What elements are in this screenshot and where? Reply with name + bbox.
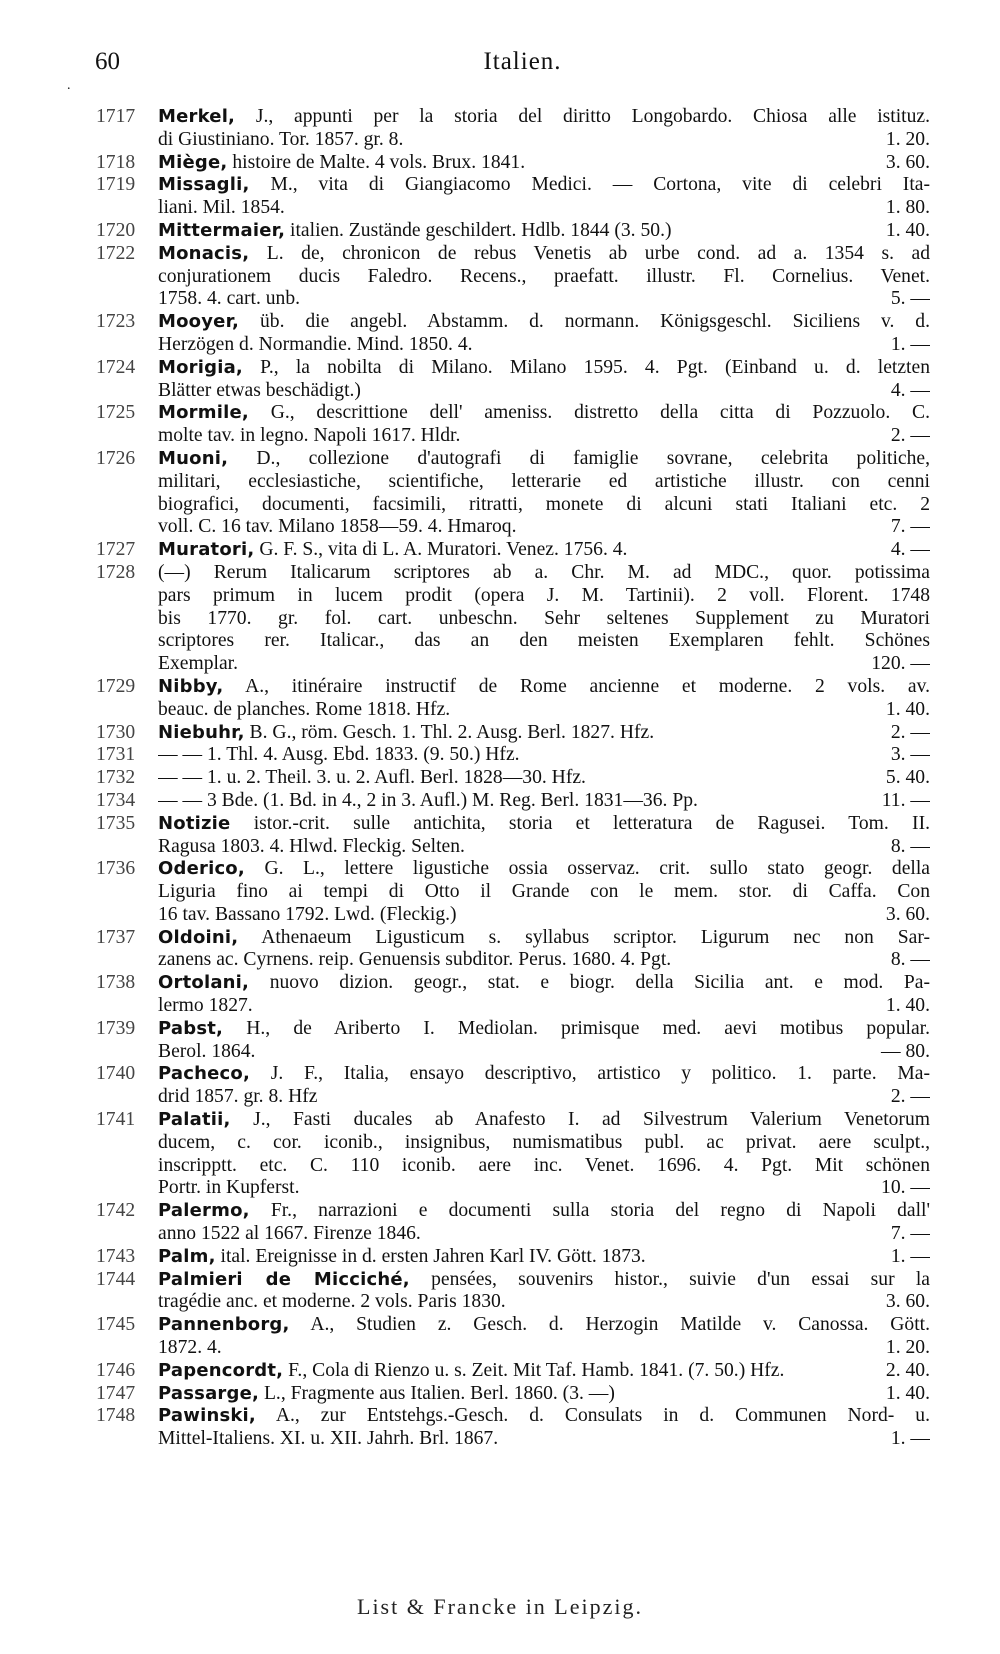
- line-text: Portr. in Kupferst.: [158, 1177, 300, 1199]
- entry-line: [158, 1246, 930, 1269]
- line-text: P., la nobilta di Milano. Milano 1595. 4. Pgt. (Einband u. d. letzten: [260, 356, 930, 378]
- entry-number: 1723: [96, 311, 136, 333]
- entry-line: [158, 357, 930, 380]
- author-name: Palatii,: [158, 1109, 231, 1131]
- entry-price: 2. —: [890, 425, 930, 447]
- entry-text: [158, 1018, 930, 1064]
- entry-line: [158, 904, 930, 927]
- catalog-entry: [0, 357, 1000, 403]
- line-text: L., Fragmente aus Italien. Berl. 1860. (3. —): [263, 1382, 615, 1404]
- entry-line: [158, 972, 930, 995]
- entry-line: [158, 220, 930, 243]
- entry-price: 3. 60.: [885, 1291, 930, 1313]
- line-text: biografici, documenti, facsimili, ritratti, monete di alcuni stati Italiani etc. 2: [158, 493, 930, 515]
- entry-line: [158, 266, 930, 289]
- catalog-entry: [0, 152, 1000, 175]
- entry-price: 8. —: [890, 949, 930, 971]
- entry-line: [158, 630, 930, 653]
- catalog-entry: [0, 1246, 1000, 1269]
- line-text: A., zur Entstehgs.-Gesch. d. Consulats in d. Communen Nord- u.: [275, 1405, 930, 1427]
- entry-number: 1722: [96, 242, 136, 264]
- catalog-entry: [0, 1200, 1000, 1246]
- catalog-entry: [0, 448, 1000, 539]
- entry-line: [158, 334, 930, 357]
- catalog-entry: [0, 858, 1000, 926]
- line-text: L. de, chronicon de rebus Venetis ab urbe cond. ad a. 1354 s. ad: [266, 242, 930, 264]
- entry-line: [158, 288, 930, 311]
- author-name: Palm,: [158, 1245, 216, 1267]
- entry-price: 4. —: [890, 379, 930, 401]
- entry-line: [158, 1155, 930, 1178]
- entry-text: [158, 1269, 930, 1315]
- entry-line: [158, 539, 930, 562]
- entry-line: [158, 1291, 930, 1314]
- line-text: voll. C. 16 tav. Milano 1858—59. 4. Hmaroq.: [158, 516, 517, 538]
- line-text: M., vita di Giangiacomo Medici. — Cortona, vite di celebri Ita-: [270, 174, 930, 196]
- catalog-entry: [0, 813, 1000, 859]
- entry-number: 1739: [96, 1017, 136, 1039]
- entry-text: [158, 1383, 930, 1406]
- line-text: istor.-crit. sulle antichita, storia et letteratura de Ragusei. Tom. II.: [253, 812, 930, 834]
- entry-price: 1. —: [890, 1428, 930, 1450]
- entry-text: [158, 744, 930, 767]
- author-name: Mormile,: [158, 402, 249, 424]
- line-text: D., collezione d'autografi di famiglie sovrane, celebrita politiche,: [256, 447, 930, 469]
- entry-price: 1. 40.: [885, 1382, 930, 1404]
- entry-text: [158, 106, 930, 152]
- line-text: H., de Ariberto I. Mediolan. primisque med. aevi motibus popular.: [246, 1017, 930, 1039]
- catalog-entry: [0, 174, 1000, 220]
- author-name: Oldoini,: [158, 926, 239, 948]
- line-text: anno 1522 al 1667. Firenze 1846.: [158, 1223, 421, 1245]
- entry-line: [158, 949, 930, 972]
- catalog-entry: [0, 539, 1000, 562]
- author-name: Pawinski,: [158, 1405, 256, 1427]
- author-name: Notizie: [158, 812, 231, 834]
- line-text: drid 1857. gr. 8. Hfz: [158, 1086, 318, 1108]
- entry-line: [158, 676, 930, 699]
- entry-number: 1727: [96, 539, 136, 561]
- catalog-entry: [0, 562, 1000, 676]
- entry-line: [158, 1109, 930, 1132]
- margin-dot: .: [67, 78, 71, 93]
- author-name: Ortolani,: [158, 972, 250, 994]
- entry-line: [158, 813, 930, 836]
- entry-number: 1729: [96, 675, 136, 697]
- line-text: tragédie anc. et moderne. 2 vols. Paris 1830.: [158, 1291, 506, 1313]
- entry-price: 8. —: [890, 835, 930, 857]
- entry-number: 1745: [96, 1314, 136, 1336]
- entry-text: [158, 813, 930, 859]
- catalog-entry: [0, 790, 1000, 813]
- entry-line: [158, 1063, 930, 1086]
- line-text: Blätter etwas beschädigt.): [158, 379, 361, 401]
- entry-line: [158, 402, 930, 425]
- line-text: Ragusa 1803. 4. Hlwd. Fleckig. Selten.: [158, 835, 465, 857]
- entry-line: [158, 1337, 930, 1360]
- line-text: — — 1. Thl. 4. Ausg. Ebd. 1833. (9. 50.) Hfz.: [158, 744, 520, 766]
- entry-line: [158, 448, 930, 471]
- entry-number: 1732: [96, 767, 136, 789]
- entry-number: 1731: [96, 744, 136, 766]
- entry-list: [0, 106, 1000, 1451]
- entry-line: [158, 494, 930, 517]
- line-text: inscripptt. etc. C. 110 iconib. aere inc. Venet. 1696. 4. Pgt. Mit schönen: [158, 1154, 930, 1176]
- entry-text: [158, 1246, 930, 1269]
- line-text: lermo 1827.: [158, 995, 253, 1017]
- publisher-footer: List & Francke in Leipzig.: [357, 1594, 643, 1619]
- entry-price: 3. —: [890, 744, 930, 766]
- line-text: Fr., narrazioni e documenti sulla storia del regno di Napoli dall': [270, 1200, 930, 1222]
- entry-line: [158, 722, 930, 745]
- entry-number: 1717: [96, 106, 136, 127]
- entry-line: [158, 311, 930, 334]
- line-text: — — 3 Bde. (1. Bd. in 4., 2 in 3. Aufl.) M. Reg. Berl. 1831—36. Pp.: [158, 789, 698, 811]
- author-name: Monacis,: [158, 242, 250, 264]
- entry-price: 4. —: [890, 539, 930, 561]
- line-text: ducem, c. cor. iconib., insignibus, numismatibus publ. ac privat. aere sculpt.,: [158, 1131, 930, 1153]
- entry-text: [158, 539, 930, 562]
- line-text: beauc. de planches. Rome 1818. Hfz.: [158, 698, 451, 720]
- entry-line: [158, 585, 930, 608]
- entry-text: [158, 1405, 930, 1451]
- author-name: Papencordt,: [158, 1359, 284, 1381]
- line-text: A., Studien z. Gesch. d. Herzogin Matilde v. Canossa. Gött.: [310, 1314, 930, 1336]
- entry-text: [158, 972, 930, 1018]
- entry-text: [158, 1360, 930, 1383]
- entry-number: 1728: [96, 561, 136, 583]
- catalog-entry: [0, 972, 1000, 1018]
- catalog-entry: [0, 744, 1000, 767]
- line-text: 1758. 4. cart. unb.: [158, 288, 301, 310]
- catalog-entry: [0, 1063, 1000, 1109]
- entry-text: [158, 152, 930, 175]
- author-name: Palermo,: [158, 1200, 250, 1222]
- entry-text: [158, 767, 930, 790]
- entry-line: [158, 1177, 930, 1200]
- line-text: conjurationem ducis Faledro. Recens., praefatt. illustr. Fl. Cornelius. Venet.: [158, 265, 930, 287]
- entry-number: 1744: [96, 1268, 136, 1290]
- entry-line: [158, 1360, 930, 1383]
- line-text: G. L., lettere ligustiche ossia osservaz. crit. sullo stato geogr. della: [264, 858, 930, 880]
- entry-line: [158, 174, 930, 197]
- author-name: Mooyer,: [158, 311, 240, 333]
- page-header: [67, 48, 950, 93]
- running-title: Italien.: [483, 48, 562, 75]
- line-text: B. G., röm. Gesch. 1. Thl. 2. Ausg. Berl. 1827. Hfz.: [249, 721, 655, 743]
- entry-line: [158, 1405, 930, 1428]
- entry-price: 5. 40.: [885, 767, 930, 789]
- entry-line: [158, 1314, 930, 1337]
- entry-line: [158, 1269, 930, 1292]
- entry-price: 5. —: [890, 288, 930, 310]
- entry-price: 7. —: [890, 516, 930, 538]
- entry-text: [158, 927, 930, 973]
- line-text: pensées, souvenirs histor., suivie d'un essai sur la: [431, 1268, 930, 1290]
- entry-text: [158, 357, 930, 403]
- entry-line: [158, 767, 930, 790]
- entry-line: [158, 608, 930, 631]
- line-text: italien. Zustände geschildert. Hdlb. 1844 (3. 50.): [290, 219, 672, 241]
- entry-price: 3. 60.: [885, 151, 930, 173]
- entry-number: 1742: [96, 1200, 136, 1222]
- line-text: J., appunti per la storia del diritto Longobardo. Chiosa alle istituz.: [255, 106, 930, 127]
- author-name: Miège,: [158, 151, 228, 173]
- author-name: Muoni,: [158, 447, 229, 469]
- catalog-entry: [0, 402, 1000, 448]
- line-text: Athenaeum Ligusticum s. syllabus scriptor. Ligurum nec non Sar-: [261, 926, 930, 948]
- entry-price: 3. 60.: [885, 903, 930, 925]
- line-text: (—) Rerum Italicarum scriptores ab a. Chr. M. ad MDC., quor. potissima: [158, 561, 930, 583]
- entry-price: 120. —: [871, 653, 930, 675]
- author-name: Palmieri de Micciché,: [158, 1268, 410, 1290]
- entry-text: [158, 448, 930, 539]
- catalog-entry: [0, 243, 1000, 311]
- author-name: Passarge,: [158, 1382, 260, 1404]
- line-text: di Giustiniano. Tor. 1857. gr. 8.: [158, 128, 404, 150]
- entry-line: [158, 152, 930, 175]
- entry-price: 2. —: [890, 1086, 930, 1108]
- entry-number: 1747: [96, 1382, 136, 1404]
- author-name: Merkel,: [158, 106, 236, 127]
- author-name: Morigia,: [158, 356, 243, 378]
- entry-number: 1741: [96, 1109, 136, 1131]
- author-name: Mittermaier,: [158, 219, 286, 241]
- entry-price: 1. 20.: [885, 1337, 930, 1359]
- line-text: G., descrittione dell' ameniss. distretto della citta di Pozzuolo. C.: [270, 402, 930, 424]
- entry-text: [158, 243, 930, 311]
- line-text: 16 tav. Bassano 1792. Lwd. (Fleckig.): [158, 903, 457, 925]
- catalog-entry: [0, 1018, 1000, 1064]
- entry-text: [158, 790, 930, 813]
- entry-text: [158, 1314, 930, 1360]
- author-name: Oderico,: [158, 858, 245, 880]
- entry-number: 1724: [96, 356, 136, 378]
- entry-line: [158, 699, 930, 722]
- entry-line: [158, 471, 930, 494]
- entry-number: 1740: [96, 1063, 136, 1085]
- author-name: Muratori,: [158, 539, 255, 561]
- line-text: nuovo dizion. geogr., stat. e biogr. della Sicilia ant. e mod. Pa-: [269, 972, 930, 994]
- entry-line: [158, 1223, 930, 1246]
- line-text: G. F. S., vita di L. A. Muratori. Venez. 1756. 4.: [259, 539, 628, 561]
- line-text: militari, ecclesiastiche, scientifiche, letterarie ed artistiche illustr. con cenni: [158, 470, 930, 492]
- entry-number: 1719: [96, 174, 136, 196]
- entry-line: [158, 129, 930, 152]
- catalog-entry: [0, 1314, 1000, 1360]
- entry-number: 1737: [96, 926, 136, 948]
- entry-number: 1748: [96, 1405, 136, 1427]
- entry-number: 1730: [96, 721, 136, 743]
- catalog-entry: [0, 311, 1000, 357]
- author-name: Pacheco,: [158, 1063, 251, 1085]
- entry-line: [158, 995, 930, 1018]
- entry-text: [158, 1109, 930, 1200]
- entry-price: 2. —: [890, 721, 930, 743]
- line-text: F., Cola di Rienzo u. s. Zeit. Mit Taf. Hamb. 1841. (7. 50.) Hfz.: [288, 1359, 785, 1381]
- line-text: Exemplar.: [158, 653, 238, 675]
- catalog-entry: [0, 767, 1000, 790]
- catalog-entry: [0, 220, 1000, 243]
- entry-number: 1736: [96, 858, 136, 880]
- entry-number: 1726: [96, 447, 136, 469]
- entry-text: [158, 676, 930, 722]
- entry-price: 10. —: [881, 1177, 930, 1199]
- entry-line: [158, 744, 930, 767]
- entry-text: [158, 562, 930, 676]
- line-text: molte tav. in legno. Napoli 1617. Hldr.: [158, 425, 461, 447]
- entry-number: 1735: [96, 812, 136, 834]
- catalog-entry: [0, 1360, 1000, 1383]
- entry-number: 1734: [96, 789, 136, 811]
- entry-text: [158, 174, 930, 220]
- entry-line: [158, 836, 930, 859]
- entry-price: 11. —: [881, 789, 930, 811]
- catalog-entry: [0, 1269, 1000, 1315]
- entry-line: [158, 858, 930, 881]
- line-text: pars primum in lucem prodit (opera J. M. Tartinii). 2 voll. Florent. 1748: [158, 584, 930, 606]
- line-text: histoire de Malte. 4 vols. Brux. 1841.: [232, 151, 526, 173]
- entry-line: [158, 380, 930, 403]
- entry-text: [158, 1200, 930, 1246]
- entry-line: [158, 1018, 930, 1041]
- entry-text: [158, 220, 930, 243]
- line-text: J., Fasti ducales ab Anafesto I. ad Silvestrum Valerium Venetorum: [253, 1109, 930, 1131]
- line-text: scriptores rer. Italicar., das an den meisten Exemplaren fehlt. Schönes: [158, 630, 930, 652]
- entry-number: 1738: [96, 972, 136, 994]
- line-text: — — 1. u. 2. Theil. 3. u. 2. Aufl. Berl. 1828—30. Hfz.: [158, 767, 586, 789]
- entry-line: [158, 516, 930, 539]
- line-text: liani. Mil. 1854.: [158, 197, 285, 219]
- catalog-entry: [0, 106, 1000, 152]
- line-text: Liguria fino ai tempi di Otto il Grande con le mem. stor. di Caffa. Con: [158, 881, 930, 903]
- author-name: Pannenborg,: [158, 1314, 290, 1336]
- entry-text: [158, 402, 930, 448]
- entry-price: 1. 40.: [885, 219, 930, 241]
- catalog-entry: [0, 1383, 1000, 1406]
- catalog-entry: [0, 927, 1000, 973]
- line-text: Mittel-Italiens. XI. u. XII. Jahrh. Brl. 1867.: [158, 1428, 499, 1450]
- line-text: A., itinéraire instructif de Rome ancienne et moderne. 2 vols. av.: [245, 675, 930, 697]
- entry-price: 7. —: [890, 1223, 930, 1245]
- entry-line: [158, 653, 930, 676]
- entry-line: [158, 197, 930, 220]
- entry-text: [158, 1063, 930, 1109]
- entry-line: [158, 106, 930, 129]
- entry-text: [158, 722, 930, 745]
- entry-price: 1. 40.: [885, 995, 930, 1017]
- catalog-entry: [0, 722, 1000, 745]
- entry-line: [158, 1428, 930, 1451]
- entry-line: [158, 1086, 930, 1109]
- line-text: 1872. 4.: [158, 1337, 222, 1359]
- entry-line: [158, 881, 930, 904]
- entry-line: [158, 243, 930, 266]
- line-text: J. F., Italia, ensayo descriptivo, artistico y politico. 1. parte. Ma-: [270, 1063, 930, 1085]
- entry-line: [158, 1132, 930, 1155]
- entry-line: [158, 927, 930, 950]
- entry-text: [158, 311, 930, 357]
- entry-line: [158, 1383, 930, 1406]
- entry-number: 1720: [96, 219, 136, 241]
- entry-price: 1. 80.: [885, 197, 930, 219]
- catalog-entry: [0, 1109, 1000, 1200]
- entry-price: 2. 40.: [885, 1359, 930, 1381]
- entry-number: 1746: [96, 1359, 136, 1381]
- catalog-entry: [0, 1405, 1000, 1451]
- entry-text: [158, 858, 930, 926]
- line-text: bis 1770. gr. fol. cart. unbeschn. Sehr seltenes Supplement zu Muratori: [158, 607, 930, 629]
- author-name: Pabst,: [158, 1017, 224, 1039]
- entry-price: — 80.: [881, 1040, 930, 1062]
- line-text: Herzögen d. Normandie. Mind. 1850. 4.: [158, 333, 473, 355]
- entry-line: [158, 562, 930, 585]
- entry-price: 1. —: [890, 333, 930, 355]
- author-name: Missagli,: [158, 174, 250, 196]
- page-number: 60: [95, 48, 120, 75]
- entry-number: 1718: [96, 151, 136, 173]
- entry-price: 1. —: [890, 1245, 930, 1267]
- entry-line: [158, 1200, 930, 1223]
- entry-line: [158, 425, 930, 448]
- entry-number: 1743: [96, 1245, 136, 1267]
- entry-line: [158, 790, 930, 813]
- entry-line: [158, 1041, 930, 1064]
- line-text: zanens ac. Cyrnens. reip. Genuensis subditor. Perus. 1680. 4. Pgt.: [158, 949, 672, 971]
- entry-number: 1725: [96, 402, 136, 424]
- entry-price: 1. 40.: [885, 698, 930, 720]
- entry-price: 1. 20.: [885, 128, 930, 150]
- author-name: Nibby,: [158, 675, 224, 697]
- line-text: Berol. 1864.: [158, 1040, 256, 1062]
- line-text: üb. die angebl. Abstamm. d. normann. Königsgeschl. Siciliens v. d.: [259, 311, 930, 333]
- catalog-entry: [0, 676, 1000, 722]
- author-name: Niebuhr,: [158, 721, 245, 743]
- line-text: ital. Ereignisse in d. ersten Jahren Karl IV. Gött. 1873.: [220, 1245, 646, 1267]
